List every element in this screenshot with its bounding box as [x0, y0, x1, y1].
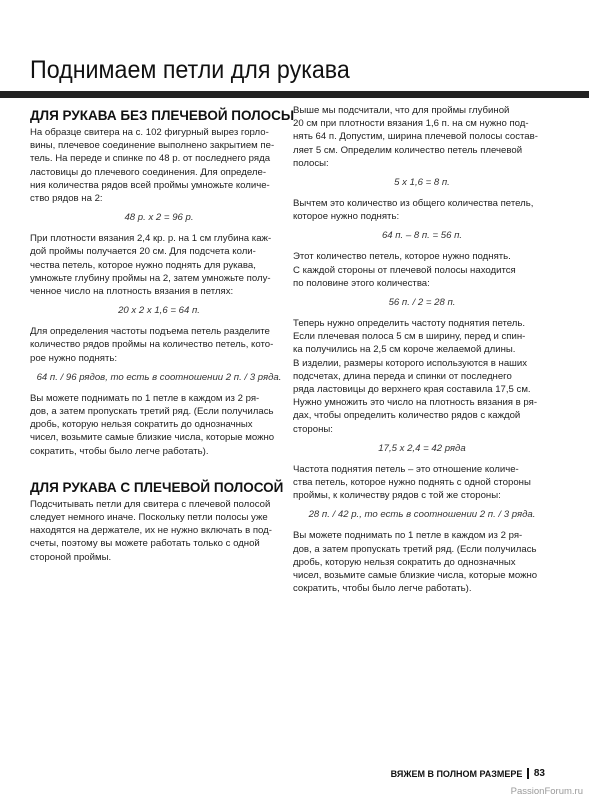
- text-line: При плотности вязания 2,4 кр. р. на 1 см глубина каж-: [30, 233, 272, 245]
- text-line: ство рядов на 2:: [30, 193, 103, 205]
- text-line: Вы можете поднимать по 1 петле в каждом из 2 ря-: [30, 392, 260, 404]
- text-line: проймы, к количеству рядов с той же стороны:: [293, 490, 501, 502]
- formula: 17,5 х 2,4 = 42 ряда: [378, 442, 466, 454]
- text-line: Выше мы подсчитали, что для проймы глубиной: [293, 105, 510, 116]
- text-line: дах, чтобы определить количество рядов с каждой: [293, 410, 521, 422]
- text-line: дой проймы получается 20 см. Для подсчета коли-: [30, 246, 256, 258]
- footer-divider: [527, 768, 529, 779]
- text-line: Подсчитывать петли для свитера с плечевой полосой: [30, 498, 271, 510]
- paragraph: [30, 325, 288, 365]
- text-line: Нужно умножить это число на плотность вязания в ря-: [293, 397, 538, 409]
- title-rule: [0, 91, 589, 98]
- text-line: чисел, возьмите самые близкие числа, которые можно: [30, 432, 275, 444]
- text-line: Если плечевая полоса 5 см в ширину, перед и спин-: [293, 331, 526, 343]
- text-line: чества петель, которое нужно поднять для рукава,: [30, 259, 256, 271]
- formula: 64 п. – 8 п. = 56 п.: [381, 230, 463, 242]
- text-line: дробь, которую нельзя сократить до однозначных: [30, 419, 253, 431]
- page-title: Поднимаем петли для рукава: [30, 56, 350, 84]
- footer-label: ВЯЖЕМ В ПОЛНОМ РАЗМЕРЕ: [390, 768, 523, 779]
- text-line: стороной проймы.: [30, 551, 112, 563]
- text-line: Вычтем это количество из общего количества петель,: [293, 198, 534, 210]
- text-line: по половине этого количества:: [293, 277, 430, 289]
- left-column: [30, 104, 295, 568]
- text-line: дов, а затем пропускать третий ряд. (Если получилась: [30, 406, 274, 418]
- text-line: дов, а затем пропускать третий ряд. (Если получилась: [293, 543, 537, 555]
- text-line: 20 см при плотности вязания 1,6 п. на см нужно под-: [293, 118, 529, 130]
- paragraph: [30, 498, 288, 564]
- text-line: тель. На переде и спинке по 48 р. от последнего ряда: [30, 153, 271, 165]
- text-line: ластовицы до плечевого соединения. Для определе-: [30, 166, 267, 178]
- paragraph: [293, 317, 551, 436]
- formula: 20 х 2 х 1,6 = 64 п.: [118, 305, 200, 317]
- page-footer: [391, 768, 545, 779]
- text-line: чисел, возьмите самые близкие числа, которые можно: [293, 570, 538, 582]
- paragraph: [293, 250, 551, 290]
- section-heading-with-strap: ДЛЯ РУКАВА С ПЛЕЧЕВОЙ ПОЛОСОЙ: [30, 479, 284, 495]
- text-line: В изделии, размеры которого используются в наших: [293, 357, 528, 369]
- paragraph: [293, 529, 551, 595]
- text-line: Этот количество петель, которое нужно поднять.: [293, 251, 511, 263]
- text-line: ляет 5 см. Определим количество петель плечевой: [293, 144, 523, 156]
- text-line: Частота поднятия петель – это отношение количе-: [293, 463, 519, 475]
- right-column: [293, 104, 551, 599]
- text-line: находятся на держателе, их не нужно включать в под-: [30, 525, 272, 537]
- text-line: сократить, чтобы было легче работать).: [293, 583, 472, 595]
- paragraph: [293, 104, 551, 170]
- text-line: полосы:: [293, 157, 329, 169]
- text-line: дробь, которую нельзя сократить до однозначных: [293, 556, 516, 568]
- formula: 48 р. х 2 = 96 р.: [124, 212, 194, 224]
- text-line: сократить, чтобы было легче работать).: [30, 445, 209, 457]
- paragraph: [293, 197, 551, 223]
- text-line: умножьте глубину проймы на 2, затем умножьте полу-: [30, 272, 271, 284]
- text-line: ряда ластовицы до верхнего края составила 17,5 см.: [293, 384, 531, 396]
- text-line: вины, плечевое соединение выполнено закрытием пе-: [30, 140, 275, 152]
- formula: 28 п. / 42 р., то есть в соотношении 2 п. / 3 ряда.: [308, 509, 536, 521]
- text-line: количество рядов проймы на количество петель, кото-: [30, 339, 274, 351]
- watermark: PassionForum.ru: [510, 786, 583, 797]
- formula: 56 п. / 2 = 28 п.: [388, 297, 456, 309]
- section-heading-no-strap: ДЛЯ РУКАВА БЕЗ ПЛЕЧЕВОЙ ПОЛОСЫ: [30, 108, 295, 123]
- paragraph: [30, 126, 288, 205]
- text-line: рое нужно поднять:: [30, 352, 118, 364]
- text-line: счеты, поэтому вы можете работать только с одной: [30, 538, 260, 550]
- text-line: Для определения частоты подъема петель разделите: [30, 326, 270, 338]
- text-line: ка получились на 2,5 см короче желаемой длины.: [293, 344, 516, 356]
- text-line: ства петель, которое нужно поднять с одной стороны: [293, 477, 531, 489]
- text-line: Вы можете поднимать по 1 петле в каждом из 2 ря-: [293, 530, 523, 542]
- page-number: 83: [533, 768, 545, 779]
- formula: 64 п. / 96 рядов, то есть в соотношении 2 п. / 3 ряда.: [36, 371, 282, 383]
- text-line: На образце свитера на с. 102 фигурный вырез горло-: [30, 127, 269, 138]
- text-line: нять 64 п. Допустим, ширина плечевой полосы состав-: [293, 131, 538, 143]
- text-line: ния количества рядов всей проймы умножьте количе-: [30, 179, 270, 191]
- text-line: стороны:: [293, 423, 333, 435]
- paragraph: [30, 232, 288, 298]
- text-line: подсчетах, длина переда и спинки от последнего: [293, 370, 512, 382]
- formula: 5 х 1,6 = 8 п.: [394, 177, 450, 189]
- text-line: С каждой стороны от плечевой полосы находится: [293, 264, 516, 276]
- text-line: Теперь нужно определить частоту поднятия петель.: [293, 318, 526, 330]
- text-line: ченное число на плотность вязания в петлях:: [30, 286, 234, 298]
- text-line: следует немного иначе. Поскольку петли полосы уже: [30, 512, 268, 524]
- text-line: которое нужно поднять:: [293, 211, 400, 223]
- paragraph: [293, 463, 551, 503]
- paragraph: [30, 392, 288, 458]
